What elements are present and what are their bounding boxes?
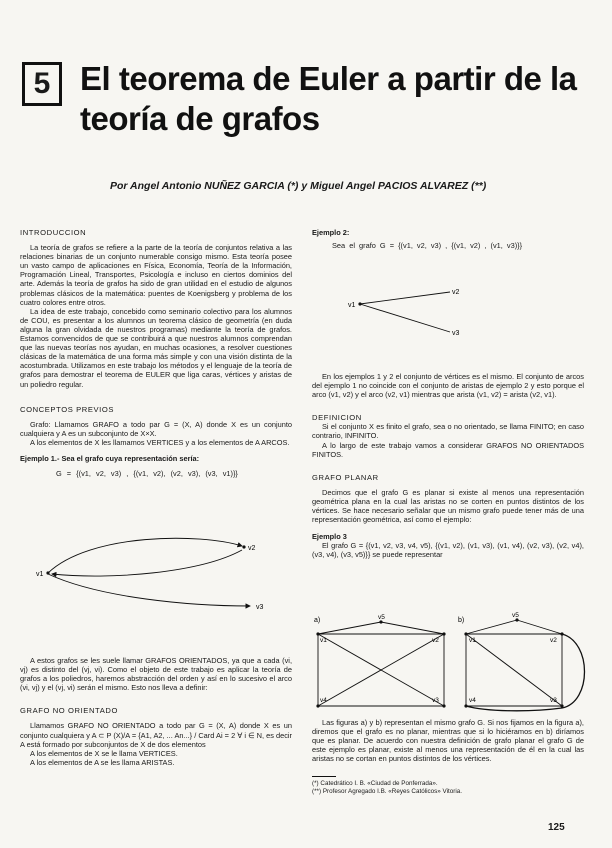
fig-b-label-v5: v5 bbox=[512, 612, 519, 619]
left-column-upper bbox=[20, 228, 292, 478]
previous-concepts-heading: CONCEPTOS PREVIOS bbox=[20, 404, 115, 414]
grafo-definition: Grafo: Llamamos GRAFO a todo par G = (X, A) donde X es un conjunto cualquiera y A es un subconjunto de X×X. bbox=[20, 419, 292, 438]
example2-graph bbox=[340, 289, 470, 340]
right-column-middle bbox=[312, 372, 584, 560]
fig-b-label-v1: v1 bbox=[469, 637, 476, 644]
example1-graph bbox=[30, 528, 270, 618]
figures-explanation: Las figuras a) y b) representan el mismo grafo G. Si nos fijamos en la figura a), diremos que el grafo es no planar, mientras que si lo hiciéramos en b) diríamos que es planar. De acuerdo con nuestra definición de grafo planar el grafo G de este ejemplo es planar, existe al menos una representación de él en la cual las aristas no se cortan en puntos distintos de los vértices. bbox=[312, 718, 584, 764]
footnote-1: (*) Catedrático I. B. «Ciudad de Ponferrada». bbox=[312, 780, 438, 787]
intro-paragraph-1: La teoría de grafos se refiere a la parte de la teoría de conjuntos relativa a las relaciones binarias de un conjunto numerable consigo mismo. Esta teoría posee un vasto campo de aplicaciones en Física, Economía, Teoría de la Información, Programación Lineal, Transportes, Psicología e incluso en ciertos dominios del arte. Además la teoría de grafos ha sido de gran utilidad en el estudio de algunos problemas clásicos de la matemática: puentes de Koenigsberg y problema de los cuatro colores entre otros. bbox=[20, 243, 292, 307]
vertices-definition: A los elementos de X les llamamos VERTICES y a los elementos de A ARCOS. bbox=[30, 437, 290, 447]
example1-intro: Ejemplo 1.- Sea el grafo cuya representación sería: bbox=[20, 453, 200, 463]
non-oriented-heading: GRAFO NO ORIENTADO bbox=[20, 706, 118, 716]
right-column-bottom bbox=[312, 718, 584, 763]
fig-a-label-v4: v4 bbox=[320, 697, 327, 704]
example2-set: Sea el grafo G = {(v1, v2, v3) , {(v1, v2) , (v1, v3)}} bbox=[332, 241, 523, 251]
footnote-2: (**) Profesor Agregado I.B. «Reyes Católicos» Vitoria. bbox=[312, 788, 463, 795]
example1-set: G = {(v1, v2, v3) , {(v1, v2), (v2, v3), (v3, v1)}} bbox=[56, 469, 238, 479]
definition-paragraph-2: A lo largo de este trabajo vamos a considerar GRAFOS NO ORIENTADOS FINITOS. bbox=[312, 440, 584, 459]
oriented-graphs-paragraph: A estos grafos se les suele llamar GRAFOS ORIENTADOS, ya que a cada (vi, vj) es distinto del (vj, vi). Como el objeto de este trabajo es aplicar la teoría de grafos a los poliedros, haremos abstracción del orden y así en lo sucesivo el arco (vi, vj) y el (vj, vi) serán el mismo. Esto nos lleva a definir: bbox=[20, 656, 292, 693]
non-oriented-paragraph: Llamamos GRAFO NO ORIENTADO a todo par G = (X, A) donde X es un conjunto cualquiera y A ⊂ P (X)/A = {A1, A2, ... An...} / Card Ai = 2 ∀ i ∈ N, es decir A está formado por subconjuntos de X de dos elementos bbox=[20, 721, 292, 749]
intro-paragraph-2: La idea de este trabajo, concebido como seminario colectivo para los alumnos de COU, es presentar a los alumnos un teorema clásico de geometría (en duda alguna la gran olvidada de nuestros programas) mediante la teoría de grafos. Estamos convencidos de que se contribuirá a que nuestros alumnos comprendan que las nuevas teorías nos ayudan, en muchas ocasiones, a resolver cuestiones clásicas de la matemática de una forma más simple y con una visión distinta de la acostumbrada. Utilizamos en este trabajo los métodos y el lenguaje de la teoría de grafos para demostrar el teorema de EULER que liga caras, vértices y aristas de un poliedro regular. bbox=[20, 306, 292, 389]
fig-b-label-v2: v2 bbox=[550, 637, 557, 644]
figure-b-label: b) bbox=[458, 617, 465, 624]
example3-heading: Ejemplo 3 bbox=[312, 532, 347, 542]
example2-heading: Ejemplo 2: bbox=[312, 228, 350, 237]
vertex-v2 bbox=[242, 545, 245, 548]
label-v3: v3 bbox=[452, 330, 460, 337]
fig-a-label-v2: v2 bbox=[432, 637, 439, 644]
page-number: 125 bbox=[548, 822, 565, 833]
label-v2: v2 bbox=[248, 545, 256, 552]
edge-v1-v3 bbox=[360, 304, 450, 332]
label-v3: v3 bbox=[256, 604, 264, 611]
arc-v1-v2 bbox=[48, 538, 242, 573]
definition-paragraph: Si el conjunto X es finito el grafo, sea o no orientado, se llama FINITO; en caso contrario, INFINITO. bbox=[312, 422, 584, 441]
intro-heading: INTRODUCCION bbox=[20, 228, 87, 237]
fig-b-label-v3: v3 bbox=[550, 697, 557, 704]
article-title-line1: El teorema de Euler a partir de la bbox=[80, 60, 577, 97]
article-authors: Por Angel Antonio NUÑEZ GARCIA (*) y Miguel Angel PACIOS ALVAREZ (**) bbox=[110, 180, 487, 192]
figure-a bbox=[314, 614, 446, 708]
example3-set: El grafo G = {(v1, v2, v3, v4, v5), {(v1, v2), (v1, v3), (v1, v4), (v2, v3), (v2, v4), (v3, v4), (v3, v5)}} se puede representar bbox=[312, 541, 584, 560]
example2-explanation: En los ejemplos 1 y 2 el conjunto de vértices es el mismo. El conjunto de arcos del ejemplo 1 no coincide con el conjunto de aristas de ejemplo 2 y esto porque el arco (v1, v2) y el arco (v2, v1) mientras que arista (v1, v2) = arista (v2, v1). bbox=[312, 372, 584, 400]
right-column-top bbox=[312, 228, 584, 250]
example3-figures bbox=[312, 612, 592, 712]
edge-v1-v2 bbox=[360, 292, 450, 304]
fig-a-label-v1: v1 bbox=[320, 637, 327, 644]
footnote-rule bbox=[312, 776, 336, 777]
footnotes bbox=[312, 780, 584, 796]
article-title-line2: teoría de grafos bbox=[80, 100, 320, 137]
vertex-v1 bbox=[358, 302, 361, 305]
figure-a-label: a) bbox=[314, 617, 321, 624]
left-column-lower bbox=[20, 656, 292, 767]
label-v2: v2 bbox=[452, 289, 460, 296]
planar-heading: GRAFO PLANAR bbox=[312, 472, 379, 482]
planar-paragraph: Decimos que el grafo G es planar si existe al menos una representación geométrica plana en la cual las aristas no se corten en puntos distintos de los vértices. Se hace necesario señalar que un mismo grafo puede tener más de una representación geométrica, así como el ejemplo: bbox=[312, 487, 584, 525]
article-number-box bbox=[22, 62, 62, 106]
fig-b-label-v4: v4 bbox=[469, 697, 476, 704]
fig-a-label-v5: v5 bbox=[378, 614, 385, 621]
non-oriented-vertices: A los elementos de X se le llama VERTICES. bbox=[30, 748, 178, 758]
arc-v1-v3 bbox=[48, 574, 250, 606]
definition-heading: DEFINICION bbox=[312, 413, 362, 423]
vertex-v1 bbox=[46, 571, 49, 574]
label-v1: v1 bbox=[348, 302, 356, 309]
label-v1: v1 bbox=[36, 571, 44, 578]
non-oriented-edges: A los elementos de A se les llama ARISTAS. bbox=[30, 757, 175, 767]
article-number: 5 bbox=[33, 67, 51, 100]
figure-b bbox=[458, 612, 585, 711]
fig-a-label-v3: v3 bbox=[432, 697, 439, 704]
